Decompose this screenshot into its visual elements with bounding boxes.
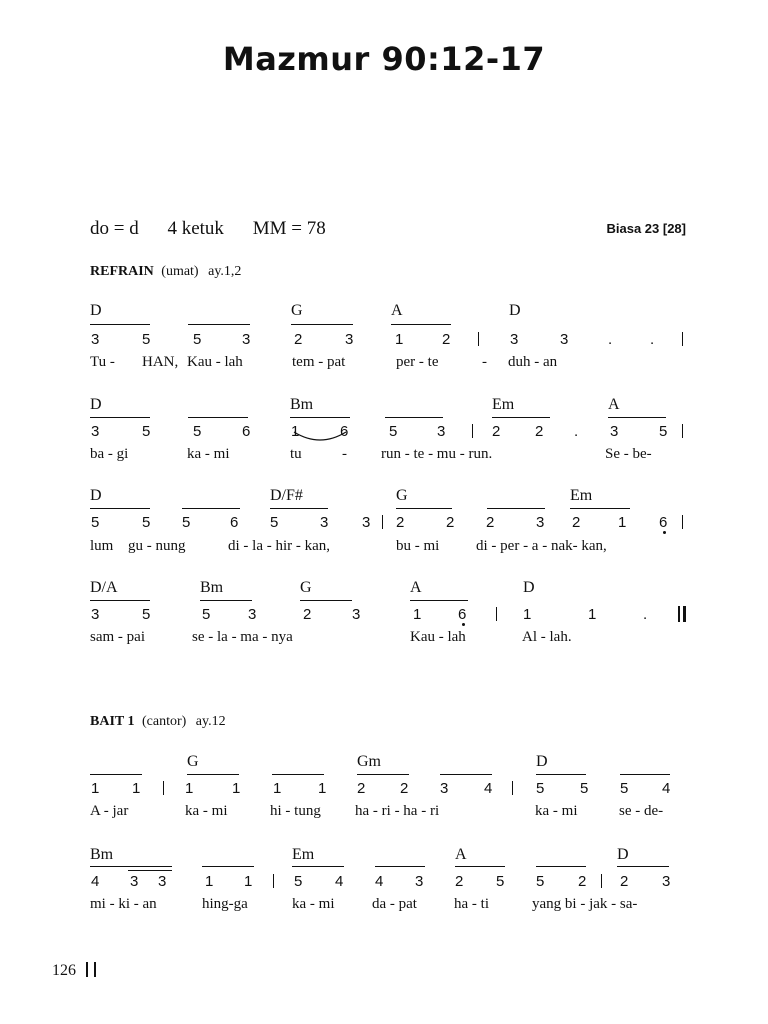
beam-line [182, 508, 240, 509]
chord: A [391, 302, 403, 319]
beam-line [492, 417, 550, 418]
note: 2 [578, 873, 587, 890]
page-number: 126 [52, 962, 76, 979]
final-bar-line [683, 606, 686, 622]
note: 5 [91, 514, 100, 531]
note: 1 [318, 780, 327, 797]
lyric: per - te [396, 354, 439, 370]
lyric: lum [90, 538, 114, 554]
note: 3 [662, 873, 671, 890]
chord: D/A [90, 579, 118, 596]
chord: D [523, 579, 535, 596]
lyric: Kau - lah [410, 629, 466, 645]
note: 3 [158, 873, 167, 890]
lyric: Al - lah. [522, 629, 572, 645]
note: 3 [320, 514, 329, 531]
chord: A [608, 396, 620, 413]
bar-line [496, 607, 497, 621]
note: 5 [496, 873, 505, 890]
note: . [650, 331, 655, 348]
lyric: yang bi - jak - sa- [532, 896, 638, 912]
bar-line [682, 332, 683, 346]
note: 5 [294, 873, 303, 890]
chord: D/F# [270, 487, 303, 504]
note: 3 [345, 331, 354, 348]
beam-line [391, 324, 451, 325]
note: 3 [510, 331, 519, 348]
note: 2 [620, 873, 629, 890]
note: 3 [91, 331, 100, 348]
chord: D [90, 302, 102, 319]
beam-line [90, 866, 172, 867]
note: 3 [352, 606, 361, 623]
chord: D [90, 487, 102, 504]
note: 2 [486, 514, 495, 531]
beam-line [272, 774, 324, 775]
lyric: tem - pat [292, 354, 346, 370]
note: 3 [536, 514, 545, 531]
note: 5 [193, 331, 202, 348]
chord: A [410, 579, 422, 596]
note: 5 [142, 331, 151, 348]
lyric: run - te - mu - run. [381, 446, 493, 462]
bait-heading [90, 714, 226, 730]
note: 3 [130, 873, 139, 890]
beam-line [300, 600, 352, 601]
chord: G [187, 753, 199, 770]
note: 5 [536, 873, 545, 890]
note: 2 [357, 780, 366, 797]
note: 2 [442, 331, 451, 348]
beam-line [270, 508, 328, 509]
refrain-heading [90, 264, 241, 280]
beam-line [617, 866, 669, 867]
lyric: ka - mi [185, 803, 228, 819]
note: 4 [335, 873, 344, 890]
beam-line [90, 417, 150, 418]
page-title: Mazmur 90:12-17 [222, 40, 546, 78]
lyric: gu - nung [128, 538, 186, 554]
note: 2 [303, 606, 312, 623]
note: 5 [142, 514, 151, 531]
beam-line [188, 417, 248, 418]
beam-line [90, 600, 150, 601]
beam-line [128, 870, 172, 871]
note: 1 [291, 423, 300, 440]
bar-line [512, 781, 513, 795]
beam-line [292, 866, 344, 867]
note: 6 [242, 423, 251, 440]
time-signature: 4 ketuk [167, 218, 224, 239]
beam-line [487, 508, 545, 509]
note: 1 [523, 606, 532, 623]
refrain-verses: ay.1,2 [208, 264, 242, 279]
chord: Em [492, 396, 515, 413]
note: 1 [185, 780, 194, 797]
note: 3 [437, 423, 446, 440]
note: 4 [91, 873, 100, 890]
lyric: ka - mi [187, 446, 230, 462]
note: . [643, 606, 648, 623]
lyric: ka - mi [535, 803, 578, 819]
note: 2 [294, 331, 303, 348]
lyric: Tu - [90, 354, 115, 370]
lyric: bu - mi [396, 538, 440, 554]
note: 1 [273, 780, 282, 797]
note: . [574, 423, 579, 440]
lyric: se - de- [619, 803, 664, 819]
chord: D [90, 396, 102, 413]
note: 4 [484, 780, 493, 797]
beam-line [90, 774, 142, 775]
note: 1 [413, 606, 422, 623]
lyric: da - pat [372, 896, 417, 912]
lyric: ka - mi [292, 896, 335, 912]
note: 5 [536, 780, 545, 797]
note: 5 [270, 514, 279, 531]
lyric: di - la - hir - kan, [228, 538, 331, 554]
bar-line [682, 424, 683, 438]
lyric: Se - be- [605, 446, 652, 462]
lyric: - [482, 354, 487, 370]
chord: Bm [90, 846, 114, 863]
note: 4 [662, 780, 671, 797]
note: 6 [340, 423, 349, 440]
note: 2 [535, 423, 544, 440]
refrain-performer: (umat) [161, 264, 199, 279]
chord: G [291, 302, 303, 319]
beam-line [410, 600, 468, 601]
chord: D [617, 846, 629, 863]
note: 3 [610, 423, 619, 440]
bait-verses: ay.12 [195, 714, 226, 729]
beam-line [385, 417, 443, 418]
note: 5 [193, 423, 202, 440]
chord: G [396, 487, 408, 504]
bar-line [478, 332, 479, 346]
beam-line [536, 866, 586, 867]
note: 3 [440, 780, 449, 797]
source-reference: Biasa 23 [28] [606, 221, 686, 236]
chord: G [300, 579, 312, 596]
note: . [608, 331, 613, 348]
lyric: mi - ki - an [90, 896, 157, 912]
note: 1 [244, 873, 253, 890]
beam-line [440, 774, 492, 775]
lyric: - [342, 446, 347, 462]
bar-line [163, 781, 164, 795]
chord: Gm [357, 753, 381, 770]
final-bar-line [678, 606, 680, 622]
beam-line [290, 417, 350, 418]
note: 5 [142, 423, 151, 440]
beam-line [90, 508, 150, 509]
lyric: A - jar [90, 803, 129, 819]
note: 5 [202, 606, 211, 623]
beam-line [620, 774, 670, 775]
note: 2 [455, 873, 464, 890]
note: 1 [395, 331, 404, 348]
note: 5 [620, 780, 629, 797]
slur-mark [292, 430, 348, 444]
chord: D [509, 302, 521, 319]
bar-line [472, 424, 473, 438]
page-footer [52, 962, 96, 980]
note: 3 [362, 514, 371, 531]
beam-line [455, 866, 505, 867]
lyric: se - la - ma - nya [192, 629, 293, 645]
lyric: hi - tung [270, 803, 321, 819]
note: 2 [446, 514, 455, 531]
lyric: HAN, [142, 354, 179, 370]
lyric: Kau - lah [187, 354, 243, 370]
bar-line [601, 874, 602, 888]
note: 1 [205, 873, 214, 890]
bar-line [682, 515, 683, 529]
refrain-label: REFRAIN [90, 264, 154, 279]
lyric: hing-ga [202, 896, 248, 912]
note: 1 [132, 780, 141, 797]
note: 3 [248, 606, 257, 623]
chord: A [455, 846, 467, 863]
lyric: ha - ti [454, 896, 489, 912]
note: 2 [400, 780, 409, 797]
note: 5 [580, 780, 589, 797]
note: 2 [492, 423, 501, 440]
note: 2 [396, 514, 405, 531]
beam-line [536, 774, 586, 775]
lyric: tu [290, 446, 302, 462]
beam-line [200, 600, 252, 601]
note: 3 [91, 606, 100, 623]
note: 3 [560, 331, 569, 348]
lyric: di - per - a - nak- kan, [476, 538, 607, 554]
key-signature: do = d [90, 218, 139, 239]
chord: D [536, 753, 548, 770]
lyric: ha - ri - ha - ri [355, 803, 440, 819]
note: 4 [375, 873, 384, 890]
note: 2 [572, 514, 581, 531]
beam-line [202, 866, 254, 867]
metronome-mark: MM = 78 [252, 218, 326, 239]
bar-line [382, 515, 383, 529]
chord: Bm [290, 396, 314, 413]
note: 3 [91, 423, 100, 440]
note: 3 [415, 873, 424, 890]
note: 5 [389, 423, 398, 440]
beam-line [90, 324, 150, 325]
note: 1 [91, 780, 100, 797]
beam-line [570, 508, 630, 509]
note: 1 [588, 606, 597, 623]
bar-line [273, 874, 274, 888]
note: 1 [232, 780, 241, 797]
note: 6 [230, 514, 239, 531]
note: 1 [618, 514, 627, 531]
beam-line [375, 866, 425, 867]
chord: Em [570, 487, 593, 504]
lyric: sam - pai [90, 629, 145, 645]
bait-performer: (cantor) [141, 714, 187, 729]
lyric: duh - an [508, 354, 558, 370]
chord: Bm [200, 579, 224, 596]
note: 5 [142, 606, 151, 623]
beam-line [396, 508, 452, 509]
note: 5 [182, 514, 191, 531]
chord: Em [292, 846, 315, 863]
note: 3 [242, 331, 251, 348]
note: 5 [659, 423, 668, 440]
note: 6 [458, 606, 467, 623]
divider [86, 962, 88, 977]
beam-line [188, 324, 250, 325]
note: 6 [659, 514, 668, 531]
lyric: ba - gi [90, 446, 129, 462]
divider [94, 962, 96, 977]
beam-line [187, 774, 239, 775]
beam-line [608, 417, 666, 418]
beam-line [357, 774, 409, 775]
beam-line [291, 324, 353, 325]
bait-label: BAIT 1 [90, 714, 135, 729]
tempo-info [90, 218, 326, 240]
